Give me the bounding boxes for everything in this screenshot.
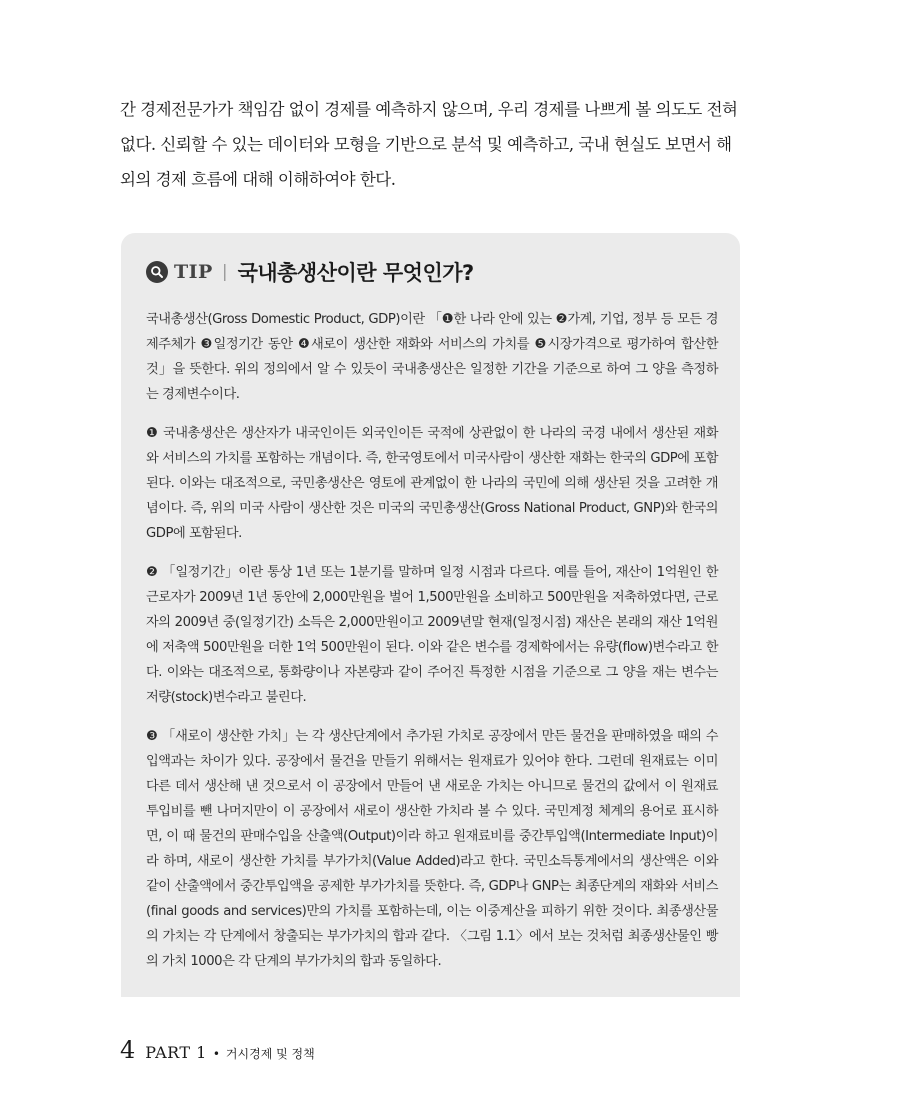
tip-separator: |: [221, 262, 228, 282]
tip-paragraph-definition: 국내총생산(Gross Domestic Product, GDP)이란 「❶한 나라 안에 있는 ❷가계, 기업, 정부 등 모든 경제주체가 ❸일정기간 동안 ❹새로이 생산한 재화와 서비스의 가치를 ❺시장가격으로 평가하여 합산한 것」을 뜻한다. 위의 정의에서 알 수 있듯이 국내총생산은 일정한 기간을 기준으로 하여 그 양을 측정하는 경제변수이다.: [146, 312, 718, 402]
part-label: PART 1: [145, 1043, 207, 1062]
intro-paragraph: 간 경제전문가가 책임감 없이 경제를 예측하지 않으며, 우리 경제를 나쁘게 볼 의도도 전혀 없다. 신뢰할 수 있는 데이터와 모형을 기반으로 분석 및 예측하고, 국내 현실도 보면서 해외의 경제 흐름에 대해 이해하여야 한다.: [120, 100, 738, 189]
search-icon: [146, 261, 168, 283]
page-number: 4: [120, 1036, 136, 1064]
tip-label: TIP: [174, 261, 213, 283]
footer-bullet: •: [212, 1047, 220, 1061]
tip-paragraph-2: ❷ 「일정기간」이란 통상 1년 또는 1분기를 말하며 일정 시점과 다르다. 예를 들어, 재산이 1억원인 한 근로자가 2009년 1년 동안에 2,000만원을 벌어 1,500만원을 소비하고 500만원을 저축하였다면, 근로자의 2009년 중(일정기간) 소득은 2,000만원이고 2009년말 현재(일정시점) 재산은 본래의 재산 1억원에 저축액 500만원을 더한 1억 500만원이 된다. 이와 같은 변수를 경제학에서는 유량(flow)변수라고 한다. 이와는 대조적으로, 통화량이나 자본량과 같이 주어진 특정한 시점을 기준으로 그 양을 재는 변수는 저량(stock)변수라고 불린다.: [146, 565, 718, 705]
tip-paragraph-1: ❶ 국내총생산은 생산자가 내국인이든 외국인이든 국적에 상관없이 한 나라의 국경 내에서 생산된 재화와 서비스의 가치를 포함하는 개념이다. 즉, 한국영토에서 미국사람이 생산한 재화는 한국의 GDP에 포함된다. 이와는 대조적으로, 국민총생산은 영토에 관계없이 한 나라의 국민에 의해 생산된 것을 고려한 개념이다. 즉, 위의 미국 사람이 생산한 것은 미국의 국민총생산(Gross National Product, GNP)와 한국의 GDP에 포함된다.: [146, 426, 718, 541]
chapter-title: 거시경제 및 정책: [225, 1047, 315, 1061]
tip-box: [121, 233, 740, 997]
page-footer: [120, 1036, 315, 1064]
tip-header: [146, 257, 718, 287]
tip-paragraph-3: ❸ 「새로이 생산한 가치」는 각 생산단계에서 추가된 가치로 공장에서 만든 물건을 판매하였을 때의 수입액과는 차이가 있다. 공장에서 물건을 만들기 위해서는 원재료가 있어야 한다. 그런데 원재료는 이미 다른 데서 생산해 낸 것으로서 이 공장에서 만들어 낸 새로운 가치는 아니므로 물건의 값에서 이 원재료 투입비를 뺀 나머지만이 이 공장에서 새로이 생산한 가치라 볼 수 있다. 국민계정 체계의 용어로 표시하면, 이 때 물건의 판매수입을 산출액(Output)이라 하고 원재료비를 중간투입액(Intermediate Input)이라 하며, 새로이 생산한 가치를 부가가치(Value Added)라고 한다. 국민소득통계에서의 생산액은 이와 같이 산출액에서 중간투입액을 공제한 부가가치를 뜻한다. 즉, GDP나 GNP는 최종단계의 재화와 서비스(final goods and services)만의 가치를 포함하는데, 이는 이중계산을 피하기 위한 것이다. 최종생산물의 가치는 각 단계에서 창출되는 부가가치의 합과 같다. 〈그림 1.1〉에서 보는 것처럼 최종생산물인 빵의 가치 1000은 각 단계의 부가가치의 합과 동일하다.: [146, 729, 718, 969]
tip-title: 국내총생산이란 무엇인가?: [237, 261, 474, 285]
